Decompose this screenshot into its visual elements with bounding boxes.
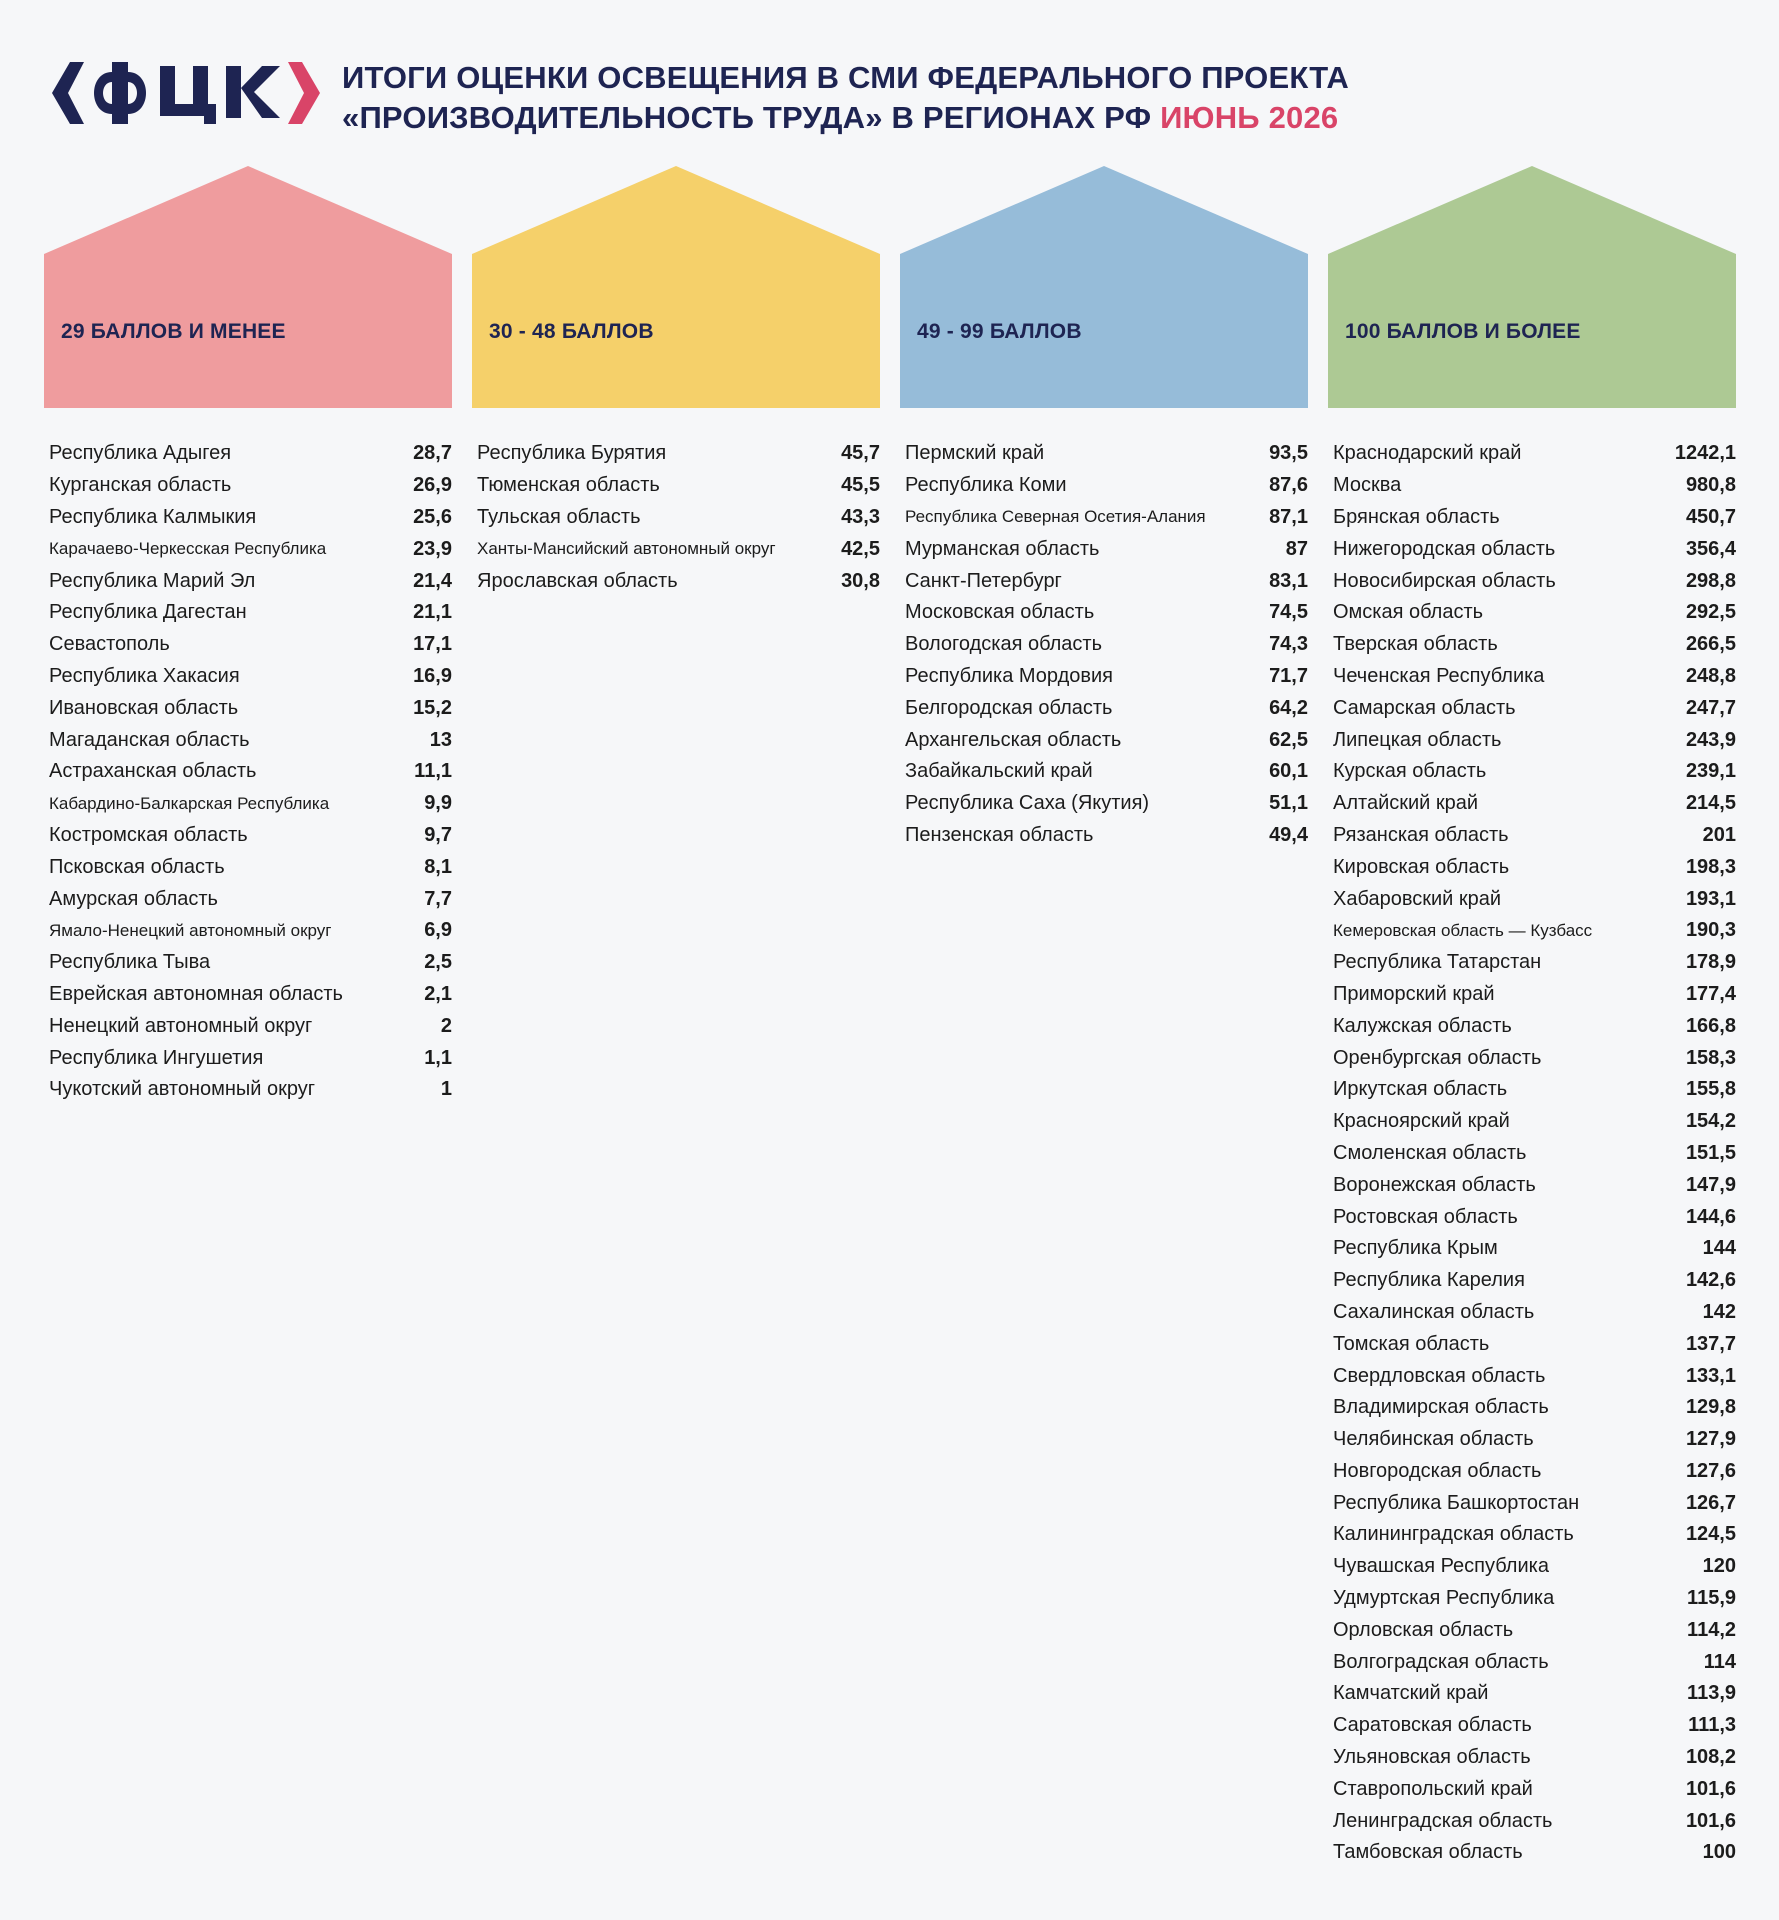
region-score: 198,3: [1685, 855, 1736, 878]
region-name: Вологодская область: [905, 633, 1103, 656]
title-line-1: ИТОГИ ОЦЕНКИ ОСВЕЩЕНИЯ В СМИ ФЕДЕРАЛЬНОГО ПРОЕКТА: [342, 60, 1349, 95]
region-score: 113,9: [1687, 1682, 1736, 1705]
house-shape: [1328, 166, 1736, 408]
region-row: [1333, 1646, 1736, 1678]
score-column: [472, 166, 880, 592]
region-name: Новгородская область: [1333, 1459, 1542, 1482]
region-row: [1333, 502, 1736, 534]
region-name: Республика Башкортостан: [1333, 1491, 1580, 1514]
region-score: 178,9: [1685, 951, 1736, 974]
region-score: 115,9: [1687, 1587, 1736, 1610]
region-name: Иркутская область: [1333, 1078, 1508, 1101]
region-row: [905, 597, 1308, 629]
region-score: 15,2: [413, 696, 452, 719]
region-name: Калининградская область: [1333, 1523, 1574, 1546]
region-score: 292,5: [1685, 601, 1736, 624]
title-date: ИЮНЬ 2026: [1160, 100, 1339, 135]
region-name: Курская область: [1333, 760, 1487, 783]
region-row: [905, 756, 1308, 788]
region-row: [1333, 1424, 1736, 1456]
region-score: 23,9: [413, 537, 452, 560]
region-name: Камчатский край: [1333, 1682, 1489, 1705]
region-score: 356,4: [1685, 537, 1736, 560]
region-name: Томская область: [1333, 1332, 1490, 1355]
region-row: [1333, 915, 1736, 947]
region-name: Нижегородская область: [1333, 537, 1556, 560]
region-score: 126,7: [1685, 1491, 1736, 1514]
region-row: [1333, 883, 1736, 915]
region-score: 87: [1285, 537, 1308, 560]
region-score: 43,3: [841, 505, 880, 528]
region-row: [49, 724, 452, 756]
region-name: Кемеровская область — Кузбасс: [1333, 920, 1593, 940]
region-name: Санкт-Петербург: [905, 569, 1062, 592]
region-row: [905, 788, 1308, 820]
region-score: 127,6: [1685, 1459, 1736, 1482]
region-score: 42,5: [841, 537, 880, 560]
region-name: Красноярский край: [1333, 1110, 1510, 1133]
region-score: 239,1: [1685, 760, 1736, 783]
region-score: 100: [1702, 1841, 1736, 1864]
region-score: 243,9: [1685, 728, 1736, 751]
region-score: 450,7: [1685, 505, 1736, 528]
region-name: Приморский край: [1333, 982, 1495, 1005]
region-row: [905, 724, 1308, 756]
region-name: Псковская область: [49, 855, 225, 878]
region-row: [49, 756, 452, 788]
region-name: Ленинградская область: [1333, 1809, 1553, 1832]
region-row: [1333, 1487, 1736, 1519]
region-score: 101,6: [1685, 1809, 1736, 1832]
region-score: 26,9: [413, 474, 452, 497]
region-row: [1333, 947, 1736, 979]
score-column: [44, 166, 452, 1101]
region-name: Астраханская область: [49, 760, 257, 783]
region-score: 25,6: [413, 505, 452, 528]
house-shape: [44, 166, 452, 408]
region-name: Республика Татарстан: [1333, 951, 1542, 974]
region-name: Республика Хакасия: [49, 664, 240, 687]
region-score: 16,9: [413, 664, 452, 687]
region-score: 111,3: [1688, 1714, 1736, 1737]
region-row: [1333, 1710, 1736, 1742]
region-score: 2,1: [424, 982, 452, 1005]
region-row: [49, 470, 452, 502]
region-row: [1333, 1551, 1736, 1583]
region-score: 129,8: [1685, 1396, 1736, 1419]
region-name: Еврейская автономная область: [49, 982, 343, 1005]
category-label: 49 - 99 БАЛЛОВ: [917, 320, 1082, 343]
region-name: Ямало-Ненецкий автономный округ: [49, 920, 332, 940]
region-score: 248,8: [1685, 664, 1736, 687]
region-score: 177,4: [1685, 982, 1736, 1005]
region-name: Севастополь: [49, 633, 170, 656]
score-column: [1328, 166, 1736, 1864]
region-score: 214,5: [1685, 792, 1736, 815]
region-name: Ставропольский край: [1333, 1777, 1533, 1800]
category-label: 29 БАЛЛОВ И МЕНЕЕ: [61, 320, 286, 343]
region-name: Республика Северная Осетия-Алания: [905, 507, 1206, 527]
region-name: Республика Дагестан: [49, 601, 247, 624]
region-score: 64,2: [1269, 696, 1308, 719]
region-row: [49, 1042, 452, 1074]
region-row: [1333, 979, 1736, 1011]
region-row: [1333, 1265, 1736, 1297]
region-row: [49, 533, 452, 565]
region-name: Ростовская область: [1333, 1205, 1518, 1228]
region-row: [1333, 1583, 1736, 1615]
region-row: [1333, 533, 1736, 565]
region-row: [1333, 661, 1736, 693]
region-name: Республика Карелия: [1333, 1269, 1525, 1292]
region-row: [1333, 1837, 1736, 1869]
region-row: [49, 629, 452, 661]
region-row: [1333, 1042, 1736, 1074]
region-row: [477, 533, 880, 565]
region-name: Владимирская область: [1333, 1396, 1549, 1419]
region-score: 108,2: [1685, 1746, 1736, 1769]
region-score: 1242,1: [1674, 442, 1736, 465]
region-score: 45,7: [841, 442, 880, 465]
region-name: Республика Мордовия: [905, 664, 1113, 687]
region-name: Чеченская Республика: [1333, 664, 1545, 687]
page-title: [342, 58, 1442, 138]
category-house: [44, 166, 452, 408]
region-name: Свердловская область: [1333, 1364, 1546, 1387]
region-name: Удмуртская Республика: [1333, 1587, 1555, 1610]
region-name: Республика Тыва: [49, 951, 211, 974]
region-name: Костромская область: [49, 823, 248, 846]
region-row: [1333, 724, 1736, 756]
region-score: 120: [1702, 1555, 1736, 1578]
region-score: 45,5: [841, 474, 880, 497]
region-row: [1333, 1169, 1736, 1201]
region-score: 158,3: [1685, 1046, 1736, 1069]
score-columns: [44, 166, 1736, 1886]
region-score: 142,6: [1685, 1269, 1736, 1292]
region-score: 74,3: [1269, 633, 1308, 656]
region-name: Республика Бурятия: [477, 442, 667, 465]
region-score: 9,7: [424, 823, 452, 846]
house-shape: [900, 166, 1308, 408]
region-name: Республика Калмыкия: [49, 505, 257, 528]
region-row: [905, 470, 1308, 502]
region-score: 124,5: [1685, 1523, 1736, 1546]
title-line-2-text: «ПРОИЗВОДИТЕЛЬНОСТЬ ТРУДА» В РЕГИОНАХ РФ: [342, 100, 1152, 135]
region-name: Самарская область: [1333, 696, 1516, 719]
region-score: 17,1: [413, 633, 452, 656]
region-score: 147,9: [1685, 1173, 1736, 1196]
region-score: 21,4: [413, 569, 452, 592]
region-name: Тамбовская область: [1333, 1841, 1523, 1864]
region-score: 62,5: [1269, 728, 1308, 751]
region-score: 30,8: [841, 569, 880, 592]
region-name: Тульская область: [477, 505, 641, 528]
region-row: [1333, 1328, 1736, 1360]
region-row: [905, 820, 1308, 852]
region-row: [1333, 1614, 1736, 1646]
region-name: Магаданская область: [49, 728, 250, 751]
region-score: 87,1: [1269, 505, 1308, 528]
region-row: [905, 692, 1308, 724]
region-name: Саратовская область: [1333, 1714, 1532, 1737]
region-score: 71,7: [1269, 664, 1308, 687]
region-row: [1333, 756, 1736, 788]
region-row: [477, 470, 880, 502]
region-score: 151,5: [1685, 1141, 1736, 1164]
region-name: Кабардино-Балкарская Республика: [49, 793, 330, 813]
region-row: [49, 692, 452, 724]
region-row: [1333, 1074, 1736, 1106]
region-score: 247,7: [1685, 696, 1736, 719]
category-label: 30 - 48 БАЛЛОВ: [489, 320, 654, 343]
region-row: [1333, 597, 1736, 629]
region-row: [1333, 1360, 1736, 1392]
region-row: [905, 502, 1308, 534]
region-row: [1333, 1742, 1736, 1774]
region-score: 2,5: [424, 951, 452, 974]
region-name: Республика Адыгея: [49, 442, 232, 465]
region-row: [49, 1074, 452, 1106]
region-score: 93,5: [1269, 442, 1308, 465]
region-name: Республика Саха (Якутия): [905, 792, 1150, 815]
region-score: 127,9: [1685, 1428, 1736, 1451]
region-name: Амурская область: [49, 887, 218, 910]
region-score: 83,1: [1269, 569, 1308, 592]
region-score: 9,9: [424, 792, 452, 815]
region-row: [49, 565, 452, 597]
region-score: 1: [440, 1078, 452, 1101]
region-name: Республика Коми: [905, 474, 1067, 497]
region-name: Новосибирская область: [1333, 569, 1556, 592]
region-name: Москва: [1333, 474, 1402, 497]
region-score: 114: [1703, 1650, 1736, 1673]
region-row: [1333, 438, 1736, 470]
region-score: 155,8: [1685, 1078, 1736, 1101]
region-score: 60,1: [1269, 760, 1308, 783]
category-house: [472, 166, 880, 408]
region-row: [1333, 1392, 1736, 1424]
region-name: Краснодарский край: [1333, 442, 1522, 465]
region-name: Мурманская область: [905, 537, 1100, 560]
region-name: Ульяновская область: [1333, 1746, 1531, 1769]
region-row: [49, 502, 452, 534]
region-row: [49, 915, 452, 947]
region-score: 11,1: [414, 760, 452, 783]
region-row: [49, 947, 452, 979]
region-row: [477, 438, 880, 470]
region-score: 166,8: [1685, 1014, 1736, 1037]
region-name: Республика Ингушетия: [49, 1046, 264, 1069]
region-name: Тверская область: [1333, 633, 1498, 656]
region-row: [1333, 470, 1736, 502]
region-row: [49, 851, 452, 883]
region-row: [1333, 1297, 1736, 1329]
region-row: [1333, 1519, 1736, 1551]
region-row: [49, 788, 452, 820]
region-name: Республика Марий Эл: [49, 569, 256, 592]
region-list: [49, 438, 452, 1106]
region-row: [1333, 1678, 1736, 1710]
region-name: Хабаровский край: [1333, 887, 1502, 910]
region-row: [905, 565, 1308, 597]
region-row: [477, 502, 880, 534]
region-score: 114,2: [1687, 1618, 1736, 1641]
region-name: Пензенская область: [905, 823, 1094, 846]
region-score: 144: [1702, 1237, 1736, 1260]
region-name: Сахалинская область: [1333, 1300, 1535, 1323]
region-score: 298,8: [1685, 569, 1736, 592]
region-score: 144,6: [1685, 1205, 1736, 1228]
region-row: [49, 1010, 452, 1042]
region-score: 13: [429, 728, 452, 751]
region-name: Ханты-Мансийский автономный округ: [477, 539, 776, 559]
region-score: 2: [440, 1014, 452, 1037]
region-row: [905, 629, 1308, 661]
region-row: [49, 883, 452, 915]
region-name: Омская область: [1333, 601, 1484, 624]
region-name: Ненецкий автономный округ: [49, 1014, 313, 1037]
region-name: Пермский край: [905, 442, 1045, 465]
category-house: [900, 166, 1308, 408]
region-score: 101,6: [1685, 1777, 1736, 1800]
region-name: Смоленская область: [1333, 1141, 1527, 1164]
region-name: Чукотский автономный округ: [49, 1078, 316, 1101]
region-score: 193,1: [1685, 887, 1736, 910]
region-row: [49, 438, 452, 470]
region-score: 201: [1702, 823, 1736, 846]
region-score: 6,9: [424, 919, 452, 942]
region-row: [1333, 1773, 1736, 1805]
region-score: 137,7: [1685, 1332, 1736, 1355]
region-score: 7,7: [424, 887, 452, 910]
region-list: [1333, 438, 1736, 1869]
region-name: Калужская область: [1333, 1014, 1512, 1037]
region-name: Челябинская область: [1333, 1428, 1534, 1451]
region-score: 21,1: [413, 601, 452, 624]
region-name: Рязанская область: [1333, 823, 1509, 846]
logo: [48, 58, 324, 128]
region-row: [49, 979, 452, 1011]
region-score: 190,3: [1685, 919, 1736, 942]
house-shape: [472, 166, 880, 408]
region-score: 49,4: [1269, 823, 1308, 846]
region-score: 133,1: [1685, 1364, 1736, 1387]
region-score: 28,7: [413, 442, 452, 465]
region-row: [1333, 1138, 1736, 1170]
region-name: Курганская область: [49, 474, 232, 497]
region-name: Карачаево-Черкесская Республика: [49, 539, 327, 559]
region-list: [905, 438, 1308, 851]
title-line-2: [342, 98, 1442, 138]
region-name: Ивановская область: [49, 696, 239, 719]
region-row: [905, 438, 1308, 470]
region-name: Республика Крым: [1333, 1237, 1498, 1260]
region-score: 74,5: [1269, 601, 1308, 624]
category-label: 100 БАЛЛОВ И БОЛЕЕ: [1345, 320, 1581, 343]
region-row: [905, 533, 1308, 565]
region-name: Воронежская область: [1333, 1173, 1536, 1196]
region-name: Чувашская Республика: [1333, 1555, 1549, 1578]
region-row: [49, 661, 452, 693]
region-name: Алтайский край: [1333, 792, 1479, 815]
region-row: [49, 597, 452, 629]
region-score: 154,2: [1685, 1110, 1736, 1133]
region-row: [1333, 1456, 1736, 1488]
region-row: [477, 565, 880, 597]
region-row: [1333, 851, 1736, 883]
region-name: Забайкальский край: [905, 760, 1093, 783]
score-column: [900, 166, 1308, 846]
region-row: [1333, 1233, 1736, 1265]
region-row: [1333, 1106, 1736, 1138]
region-name: Орловская область: [1333, 1618, 1514, 1641]
category-house: [1328, 166, 1736, 408]
region-row: [1333, 629, 1736, 661]
region-score: 980,8: [1685, 474, 1736, 497]
region-row: [1333, 788, 1736, 820]
region-name: Тюменская область: [477, 474, 660, 497]
region-name: Кировская область: [1333, 855, 1510, 878]
region-score: 142: [1702, 1300, 1736, 1323]
region-row: [1333, 820, 1736, 852]
region-score: 87,6: [1269, 474, 1308, 497]
region-score: 1,1: [424, 1046, 452, 1069]
region-name: Белгородская область: [905, 696, 1113, 719]
region-score: 266,5: [1685, 633, 1736, 656]
region-row: [905, 661, 1308, 693]
region-row: [1333, 1805, 1736, 1837]
region-score: 8,1: [424, 855, 452, 878]
region-name: Брянская область: [1333, 505, 1500, 528]
region-name: Волгоградская область: [1333, 1650, 1549, 1673]
region-row: [1333, 565, 1736, 597]
region-list: [477, 438, 880, 597]
region-name: Архангельская область: [905, 728, 1122, 751]
region-name: Ярославская область: [477, 569, 678, 592]
region-row: [1333, 692, 1736, 724]
region-name: Оренбургская область: [1333, 1046, 1542, 1069]
region-row: [1333, 1201, 1736, 1233]
region-score: 51,1: [1269, 792, 1308, 815]
region-name: Липецкая область: [1333, 728, 1502, 751]
region-row: [1333, 1010, 1736, 1042]
region-row: [49, 820, 452, 852]
region-name: Московская область: [905, 601, 1095, 624]
